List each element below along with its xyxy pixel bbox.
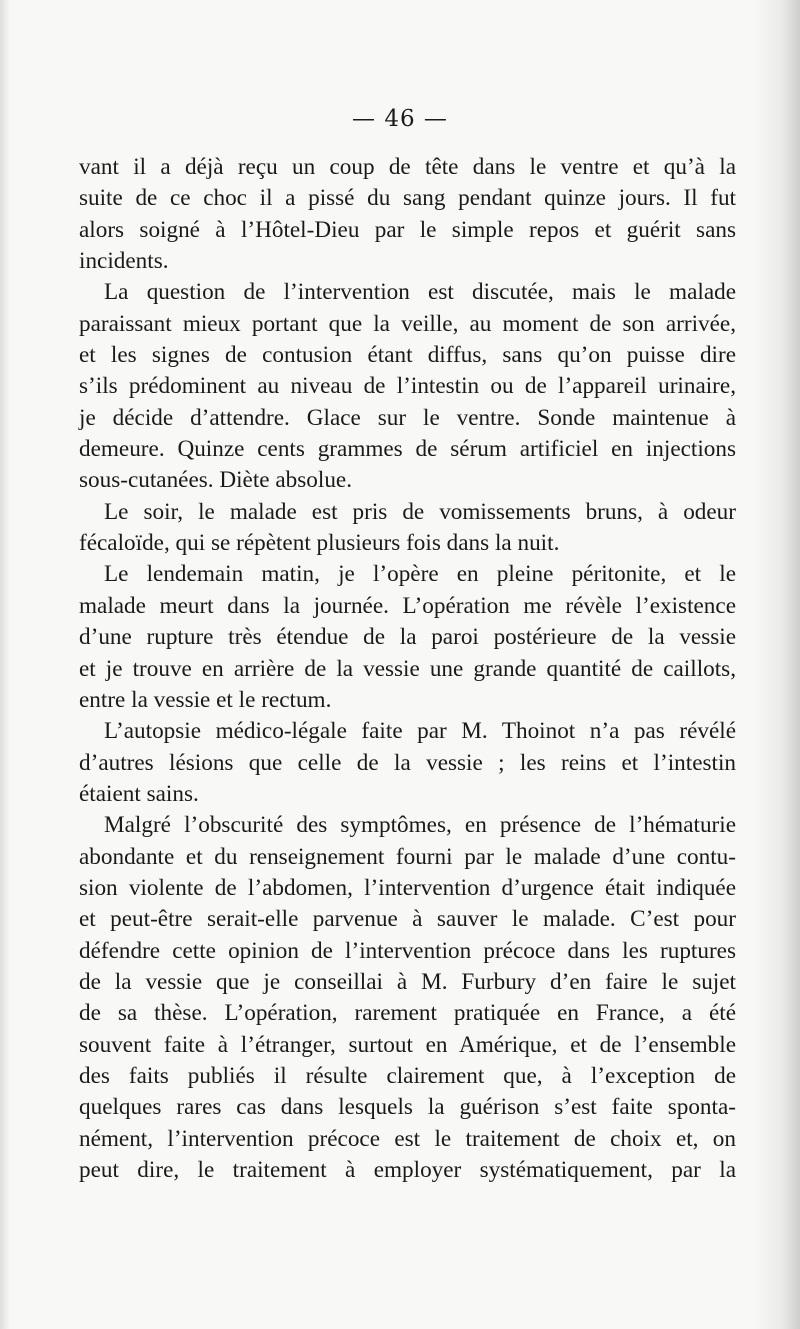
text-line: et les signes de contusion étant diffus, sans qu’on puisse dire <box>79 342 736 369</box>
text-line: Malgré l’obscurité des symptômes, en présence de l’hématurie <box>104 812 736 839</box>
page-right-shadow <box>754 0 800 1329</box>
text-line: et peut-être serait-elle parvenue à sauver le malade. C’est pour <box>79 906 736 933</box>
paragraph <box>79 716 736 810</box>
text-line: quelques rares cas dans lesquels la guérison s’est faite sponta- <box>79 1094 736 1121</box>
text-line: et je trouve en arrière de la vessie une grande quantité de caillots, <box>79 655 736 682</box>
text-line: abondante et du renseignement fourni par le malade d’une contu- <box>79 843 736 870</box>
text-line: de sa thèse. L’opération, rarement pratiquée en France, a été <box>79 1000 736 1027</box>
text-line: peut dire, le traitement à employer systématiquement, par la <box>79 1157 736 1183</box>
text-line: sion violente de l’abdomen, l’intervention d’urgence était indiquée <box>79 874 736 901</box>
text-line: sous-cutanées. Diète absolue. <box>79 467 353 494</box>
text-line: Le soir, le malade est pris de vomissements bruns, à odeur <box>104 498 736 525</box>
page-left-shadow <box>0 0 10 1329</box>
text-line: L’autopsie médico-légale faite par M. Thoinot n’a pas révélé <box>104 718 736 745</box>
text-line: souvent faite à l’étranger, surtout en Amérique, et de l’ensemble <box>79 1031 736 1058</box>
text-line: défendre cette opinion de l’intervention précoce dans les ruptures <box>79 937 736 964</box>
paragraph <box>79 277 736 496</box>
text-line: fécaloïde, qui se répètent plusieurs fois dans la nuit. <box>79 530 560 557</box>
text-line: Le lendemain matin, je l’opère en pleine péritonite, et le <box>104 561 736 588</box>
paragraph <box>79 497 736 560</box>
text-line: vant il a déjà reçu un coup de tête dans le ventre et qu’à la <box>79 154 736 180</box>
text-line: entre la vessie et le rectum. <box>79 686 332 713</box>
paragraph <box>79 810 736 1186</box>
text-line: nément, l’intervention précoce est le traitement de choix et, on <box>79 1125 736 1152</box>
text-line: paraissant mieux portant que la veille, au moment de son arrivée, <box>79 310 736 337</box>
body-text <box>79 152 736 1186</box>
paragraph <box>79 152 736 277</box>
text-line: incidents. <box>79 248 169 275</box>
text-line: d’une rupture très étendue de la paroi postérieure de la vessie <box>79 624 736 651</box>
page-number: — 46 — <box>352 106 448 132</box>
text-line: d’autres lésions que celle de la vessie ; les reins et l’intestin <box>79 749 736 776</box>
text-line: suite de ce choc il a pissé du sang pendant quinze jours. Il fut <box>79 185 736 212</box>
text-line: La question de l’intervention est discutée, mais le malade <box>104 279 736 306</box>
text-line: des faits publiés il résulte clairement que, à l’exception de <box>79 1062 736 1089</box>
paragraph <box>79 559 736 716</box>
text-line: s’ils prédominent au niveau de l’intestin ou de l’appareil urinaire, <box>79 373 736 400</box>
text-line: demeure. Quinze cents grammes de sérum artificiel en injections <box>79 436 736 463</box>
text-line: je décide d’attendre. Glace sur le ventre. Sonde maintenue à <box>79 404 736 431</box>
text-line: étaient sains. <box>79 780 199 807</box>
text-line: alors soigné à l’Hôtel-Dieu par le simple repos et guérit sans <box>79 216 736 243</box>
text-line: de la vessie que je conseillai à M. Furbury d’en faire le sujet <box>79 968 736 995</box>
text-line: malade meurt dans la journée. L’opération me révèle l’existence <box>79 592 736 619</box>
